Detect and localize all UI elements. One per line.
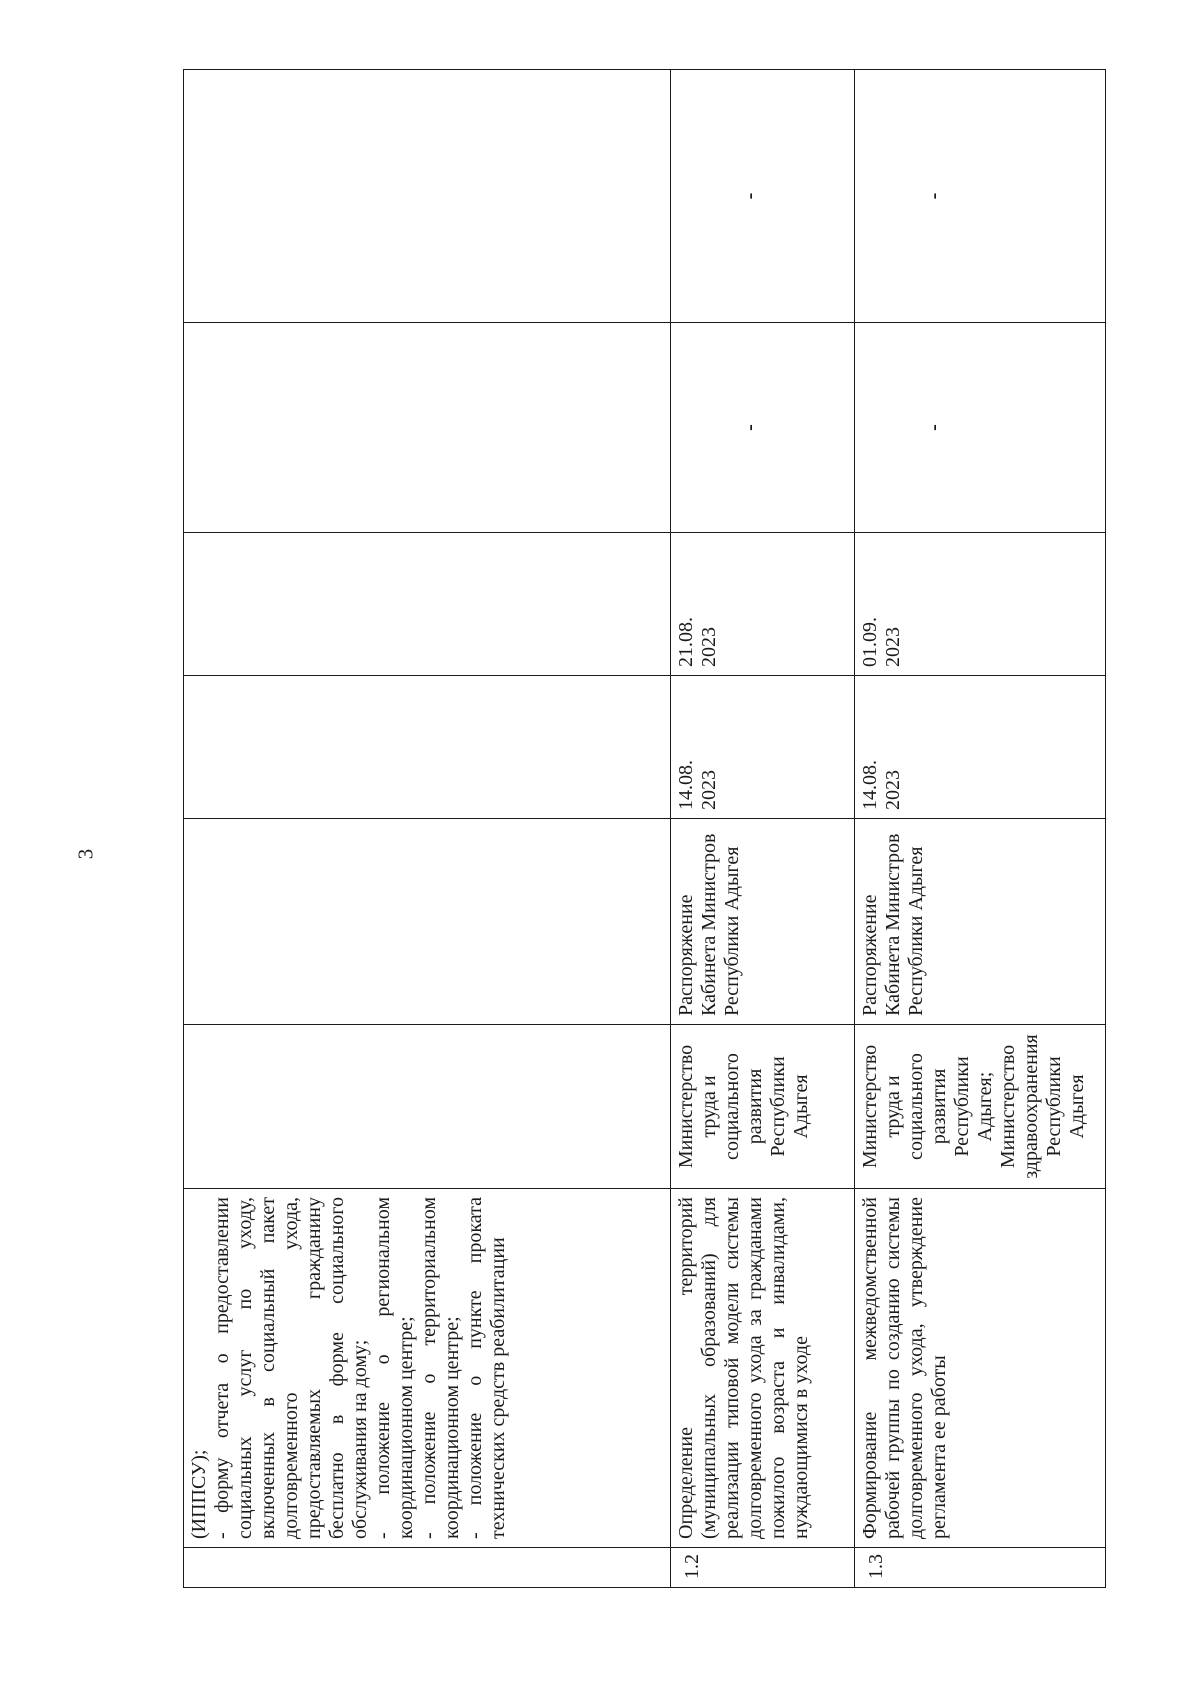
cell-end-date <box>184 533 671 676</box>
dash-mark: - <box>923 192 945 200</box>
cell-responsible <box>184 1025 671 1189</box>
cell-column-8 <box>184 70 671 323</box>
cell-responsible: Министерство труда и социального развития Республики Адыгея; Министерство здравоохранения Республики Адыгея <box>855 1025 1106 1189</box>
action-plan-table <box>183 69 1106 1588</box>
table-row <box>184 70 671 1588</box>
action-line: Определение территорий (муниципальных образований) для реализации типовой модели системы долговременного ухода за гражданами пожилого возраста и инвалидами, нуждающимися в уходе <box>675 1197 812 1539</box>
page-number: 3 <box>73 848 98 860</box>
start-date: 14.08. 2023 <box>859 760 904 810</box>
end-date: 01.09. 2023 <box>859 617 904 667</box>
cell-action <box>855 1189 1106 1548</box>
cell-document <box>184 819 671 1025</box>
action-line: Формирование межведомственной рабочей группы по созданию системы долговременного ухода, утверждение регламента ее работы <box>859 1197 950 1539</box>
cell-column-8 <box>855 70 1106 323</box>
rotated-table-container <box>183 70 1105 1588</box>
cell-column-8 <box>671 70 855 323</box>
table-row <box>671 70 855 1588</box>
action-line: (ИППСУ); <box>188 1449 210 1539</box>
cell-column-7 <box>184 323 671 533</box>
cell-column-7 <box>671 323 855 533</box>
start-date: 14.08. 2023 <box>675 760 720 810</box>
dash-mark: - <box>739 424 761 431</box>
cell-document: Распоряжение Кабинета Министров Республики Адыгея <box>671 819 855 1025</box>
cell-number: 1.2 <box>671 1548 855 1588</box>
action-line: - положение о территориальном координационном центре; <box>418 1197 463 1539</box>
dash-mark: - <box>923 424 945 431</box>
cell-start-date <box>671 676 855 819</box>
action-line: - форму отчета о предоставлении социальных услуг по уходу, включенных в социальный пакет долговременного ухода, предоставляемых гражданину бесплатно в форме социального обслуживания на дому; <box>211 1197 371 1539</box>
cell-column-7 <box>855 323 1106 533</box>
cell-responsible: Министерство труда и социального развития Республики Адыгея <box>671 1025 855 1189</box>
cell-start-date <box>855 676 1106 819</box>
action-line: - положение о региональном координационном центре; <box>372 1197 417 1539</box>
end-date: 21.08. 2023 <box>675 617 720 667</box>
table-row <box>855 70 1106 1588</box>
cell-action <box>184 1189 671 1548</box>
cell-end-date <box>671 533 855 676</box>
cell-action <box>671 1189 855 1548</box>
cell-end-date <box>855 533 1106 676</box>
cell-number <box>184 1548 671 1588</box>
cell-document: Распоряжение Кабинета Министров Республики Адыгея <box>855 819 1106 1025</box>
cell-number: 1.3 <box>855 1548 1106 1588</box>
cell-start-date <box>184 676 671 819</box>
action-line: - положение о пункте проката технических средств реабилитации <box>464 1197 509 1539</box>
dash-mark: - <box>739 192 761 200</box>
